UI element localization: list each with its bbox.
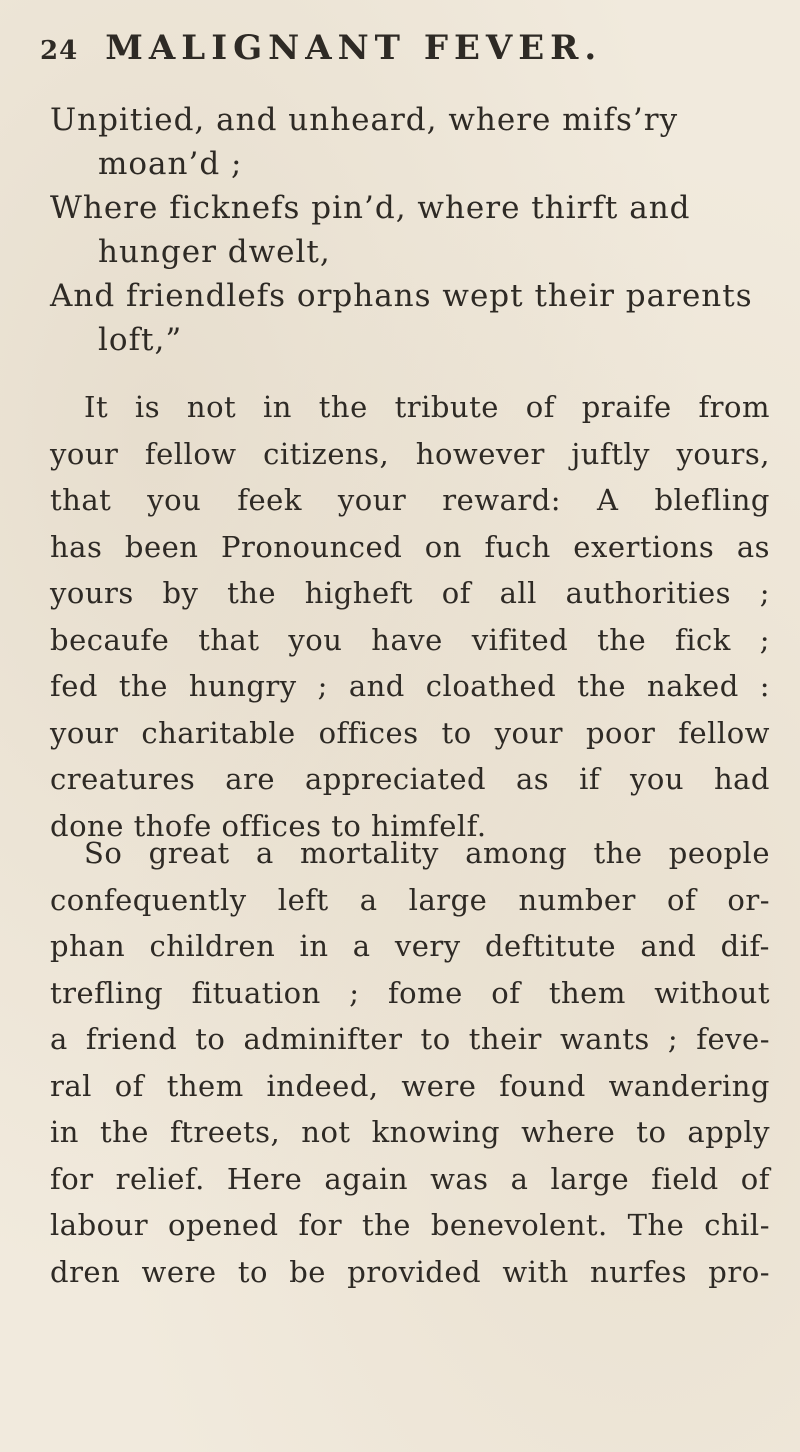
verse-line: hunger dwelt,: [98, 234, 331, 270]
text-line: labour opened for the benevolent. The chil-: [50, 1208, 770, 1242]
verse-line: And friendlefs orphans wept their parents: [50, 278, 753, 314]
verse-line: Where ficknefs pin’d, where thirft and: [50, 190, 691, 226]
text-line: in the ftreets, not knowing where to apply: [50, 1115, 770, 1149]
text-line: confequently left a large number of or-: [50, 882, 770, 917]
text-line: creatures are appreciated as if you had: [50, 762, 770, 796]
text-line: becaufe that you have vifited the fick ;: [50, 622, 770, 657]
text-line: a friend to adminifter to their wants ; feve-: [50, 1022, 770, 1056]
verse-line: moan’d ;: [98, 146, 243, 182]
running-title: MALIGNANT FEVER.: [105, 28, 603, 68]
verse-line: Unpitied, and unheard, where mifs’ry: [50, 102, 679, 138]
verse-line: loft,”: [98, 322, 183, 358]
text-line: dren were to be provided with nurfes pro-: [50, 1254, 770, 1289]
text-line: for relief. Here again was a large field of: [50, 1161, 770, 1196]
paragraph-orphans: [50, 830, 770, 1295]
text-line: yours by the higheft of all authorities ;: [50, 576, 770, 610]
text-line: ral of them indeed, were found wandering: [50, 1068, 770, 1103]
running-head: [40, 28, 740, 78]
text-line: your charitable offices to your poor fellow: [50, 715, 770, 750]
text-line: fed the hungry ; and cloathed the naked :: [50, 669, 770, 703]
text-line: It is not in the tribute of praife from: [84, 390, 770, 424]
text-line: your fellow citizens, however juftly yours,: [50, 436, 770, 471]
text-line: So great a mortality among the people: [84, 836, 770, 870]
text-line: done thofe offices to himfelf.: [50, 808, 487, 843]
text-line: that you feek your reward: A blefling: [50, 483, 770, 517]
text-line: phan children in a very deftitute and dif-: [50, 929, 770, 963]
paragraph-tribute: [50, 384, 770, 849]
verse-quotation: [50, 98, 770, 362]
page-number: 24: [40, 36, 79, 66]
text-line: has been Pronounced on fuch exertions as: [50, 529, 770, 564]
text-line: trefling fituation ; fome of them without: [50, 975, 770, 1010]
